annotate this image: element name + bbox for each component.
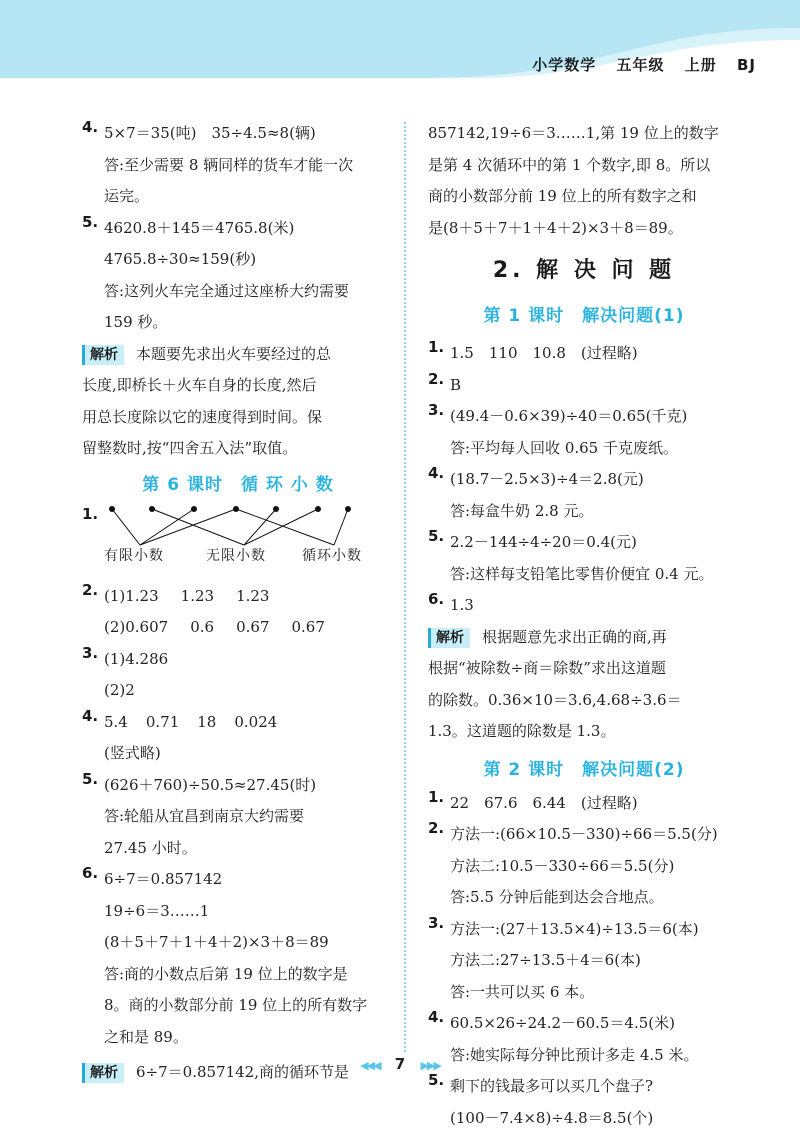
question-number: 1. [428, 788, 444, 806]
page-footer [0, 1055, 800, 1073]
answer-line: 答:这列火车完全通过这座桥大约需要 [104, 276, 394, 308]
analysis-text: 是第 4 次循环中的第 1 个数字,即 8。所以 [428, 150, 740, 182]
question-number: 6. [82, 864, 98, 882]
l1-question-3 [428, 401, 740, 464]
answer-line: (49.4－0.6×39)÷40＝0.65(千克) [450, 401, 740, 433]
answer-line: (18.7－2.5×3)÷4＝2.8(元) [450, 464, 740, 496]
l6-question-2 [82, 581, 394, 644]
answer-value: 0.67 [291, 612, 324, 644]
answer-line: 答:至少需要 8 辆同样的货车才能一次 [104, 150, 394, 182]
matching-diagram [104, 505, 394, 581]
analysis-block [428, 622, 740, 748]
l2-question-5 [428, 1071, 740, 1134]
question-5 [82, 213, 394, 339]
answer-line: 答:轮船从宜昌到南京大约需要 [104, 801, 394, 833]
answer-line: 方法一:(66×10.5－330)÷66＝5.5(分) [450, 819, 740, 851]
question-number: 5. [428, 527, 444, 545]
answer-line: 27.45 小时。 [104, 833, 394, 865]
header-subject: 小学数学 [532, 56, 596, 74]
answer-line: (竖式略) [104, 738, 394, 770]
right-column [428, 118, 740, 1134]
question-number: 5. [428, 1071, 444, 1089]
analysis-tag: 解析 [428, 628, 470, 648]
question-number: 1. [82, 505, 98, 523]
answer-line: 运完。 [104, 181, 394, 213]
answer-value: 0.67 [236, 612, 269, 644]
answer-line: (8＋5＋7＋1＋4＋2)×3＋8＝89 [104, 927, 394, 959]
question-number: 2. [428, 370, 444, 388]
answer-value: 1.23 [236, 581, 269, 613]
answer-value: 0.024 [234, 707, 277, 739]
answer-line: 4765.8÷30≈159(秒) [104, 244, 394, 276]
answer-line: (2)2 [104, 675, 394, 707]
answer-line: 4620.8＋145＝4765.8(米) [104, 213, 394, 245]
analysis-text: 的除数。0.36×10＝3.6,4.68÷3.6＝ [428, 685, 740, 717]
answer-value: 0.6 [190, 612, 214, 644]
prev-arrows-icon: ◀◀◀ [360, 1059, 379, 1072]
l6-question-5 [82, 770, 394, 865]
question-number: 4. [82, 707, 98, 725]
answer-line: 60.5×26÷24.2－60.5＝4.5(米) [450, 1008, 740, 1040]
answer-line: 答:她实际每分钟比预计多走 4.5 米。 [450, 1040, 740, 1072]
header-grade: 五年级 [616, 56, 664, 74]
lesson-2-title: 第 2 课时 解决问题(2) [428, 748, 740, 788]
answer-line: 2.2－144÷4÷20＝0.4(元) [450, 527, 740, 559]
answer-value: (2)0.607 [104, 612, 168, 644]
lesson-1-title: 第 1 课时 解决问题(1) [428, 298, 740, 338]
lesson-6-title: 第 6 课时 循 环 小 数 [82, 465, 394, 505]
question-number: 3. [82, 644, 98, 662]
question-number: 4. [428, 1008, 444, 1026]
l2-question-1 [428, 788, 740, 820]
answer-line: 之和是 89。 [104, 1022, 394, 1054]
answer-line: 159 秒。 [104, 307, 394, 339]
question-number: 3. [428, 914, 444, 932]
l6-question-3 [82, 644, 394, 707]
analysis-text: 留整数时,按“四舍五入法”取值。 [82, 433, 394, 465]
question-number: 4. [428, 464, 444, 482]
question-number: 4. [82, 118, 98, 136]
question-number: 3. [428, 401, 444, 419]
analysis-text: 1.3。这道题的除数是 1.3。 [428, 716, 740, 748]
answer-line: 剩下的钱最多可以买几个盘子? [450, 1071, 740, 1103]
analysis-text: 长度,即桥长＋火车自身的长度,然后 [82, 370, 394, 402]
answer-line: B [450, 370, 740, 402]
analysis-tag: 解析 [82, 345, 124, 365]
answer-value: (1)1.23 [104, 581, 159, 613]
question-number: 2. [82, 581, 98, 599]
answer-line: 5×7＝35(吨) 35÷4.5≈8(辆) [104, 118, 394, 150]
page-number: 7 [395, 1055, 405, 1073]
l6-question-1 [82, 505, 394, 581]
l1-question-5 [428, 527, 740, 590]
answer-line: 19÷6＝3……1 [104, 896, 394, 928]
analysis-continuation [428, 118, 740, 244]
answer-line: (1)4.286 [104, 644, 394, 676]
analysis-block [82, 339, 394, 465]
answer-line: 答:5.5 分钟后能到达会合地点。 [450, 882, 740, 914]
answer-line [104, 612, 394, 644]
answer-value: 18 [197, 707, 216, 739]
question-number: 5. [82, 770, 98, 788]
column-divider [404, 122, 406, 1052]
answer-line: 答:商的小数点后第 19 位上的数字是 [104, 959, 394, 991]
unit-title: 2. 解 决 问 题 [428, 244, 740, 298]
answer-line: 1.3 [450, 590, 740, 622]
l2-question-3 [428, 914, 740, 1009]
analysis-text: 根据“被除数÷商＝除数”求出这道题 [428, 653, 740, 685]
analysis-text: 是(8＋5＋7＋1＋4＋2)×3＋8＝89。 [428, 213, 740, 245]
analysis-tag: 解析 [82, 1063, 124, 1083]
l1-question-6 [428, 590, 740, 622]
next-arrows-icon: ▶▶▶ [420, 1059, 439, 1072]
answer-line: 答:平均每人回收 0.65 千克废纸。 [450, 433, 740, 465]
header-edition: BJ [737, 56, 756, 74]
l2-question-2 [428, 819, 740, 914]
label-repeating-decimal: 循环小数 [302, 545, 362, 565]
label-infinite-decimal: 无限小数 [206, 545, 266, 565]
answer-line: 方法一:(27＋13.5×4)÷13.5＝6(本) [450, 914, 740, 946]
answer-line [104, 707, 394, 739]
header-band [0, 0, 800, 78]
answer-line: 答:这样每支铅笔比零售价便宜 0.4 元。 [450, 559, 740, 591]
answer-value: 5.4 [104, 707, 128, 739]
l1-question-2 [428, 370, 740, 402]
l6-question-4 [82, 707, 394, 770]
header-volume: 上册 [685, 56, 717, 74]
answer-line: (626＋760)÷50.5≈27.45(时) [104, 770, 394, 802]
header-book-info [518, 54, 756, 75]
analysis-text: 用总长度除以它的速度得到时间。保 [82, 402, 394, 434]
l1-question-1 [428, 338, 740, 370]
answer-line: 6÷7＝0.857142 [104, 864, 394, 896]
question-number: 5. [82, 213, 98, 231]
question-number: 1. [428, 338, 444, 356]
answer-line: 方法二:27÷13.5＋4＝6(本) [450, 945, 740, 977]
analysis-text: 857142,19÷6＝3……1,第 19 位上的数字 [428, 118, 740, 150]
left-column [82, 118, 394, 1089]
question-number: 2. [428, 819, 444, 837]
analysis-text: 本题要先求出火车要经过的总 [136, 345, 331, 363]
analysis-text: 6÷7＝0.857142,商的循环节是 [136, 1063, 349, 1081]
question-4 [82, 118, 394, 213]
answer-value: 0.71 [146, 707, 179, 739]
answer-line: 22 67.6 6.44 (过程略) [450, 788, 740, 820]
label-finite-decimal: 有限小数 [104, 545, 164, 565]
analysis-text: 商的小数部分前 19 位上的所有数字之和 [428, 181, 740, 213]
answer-line: 1.5 110 10.8 (过程略) [450, 338, 740, 370]
answer-line: 答:一共可以买 6 本。 [450, 977, 740, 1009]
answer-line [104, 581, 394, 613]
answer-line: (100－7.4×8)÷4.8＝8.5(个) [450, 1103, 740, 1134]
analysis-text: 根据题意先求出正确的商,再 [482, 628, 667, 646]
answer-line: 答:每盒牛奶 2.8 元。 [450, 496, 740, 528]
answer-line: 方法二:10.5－330÷66＝5.5(分) [450, 851, 740, 883]
question-number: 6. [428, 590, 444, 608]
l6-question-6 [82, 864, 394, 1053]
answer-value: 1.23 [181, 581, 214, 613]
answer-line: 8。商的小数部分前 19 位上的所有数字 [104, 990, 394, 1022]
l1-question-4 [428, 464, 740, 527]
